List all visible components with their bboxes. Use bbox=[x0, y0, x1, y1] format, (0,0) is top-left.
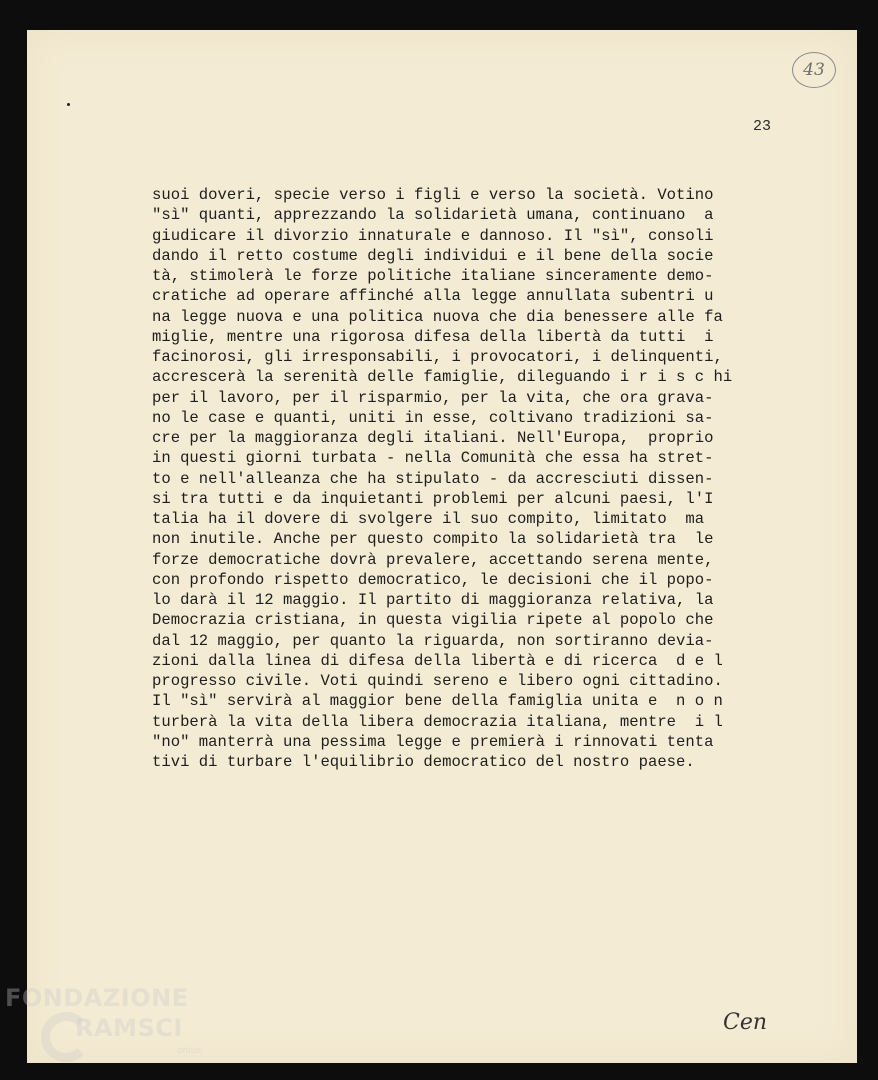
text-line: facinorosi, gli irresponsabili, i provocatori, i delinquenti, bbox=[152, 348, 723, 366]
text-line: per il lavoro, per il risparmio, per la vita, che ora grava- bbox=[152, 388, 714, 407]
text-line: turberà la vita della libera democrazia italiana, mentre i l bbox=[152, 712, 723, 731]
text-line: zioni dalla linea di difesa della libertà e di ricerca d e l bbox=[152, 651, 723, 670]
text-line: cratiche ad operare affinché alla legge annullata subentri u bbox=[152, 287, 714, 306]
text-line: talia ha il dovere di svolgere il suo compito, limitato ma bbox=[152, 510, 705, 528]
text-line: cre per la maggioranza degli italiani. Nell'Europa, proprio bbox=[152, 429, 714, 447]
page-number: 23 bbox=[753, 118, 772, 135]
text-line: "no" manterrà una pessima legge e premierà i rinnovati tenta bbox=[152, 732, 714, 751]
text-line: dando il retto costume degli individui e il bene della socie bbox=[152, 246, 714, 265]
text-line: accrescerà la serenità delle famiglie, dileguando i r i s c hi bbox=[152, 368, 733, 387]
text-line: to e nell'alleanza che ha stipulato - da accresciuti dissen- bbox=[152, 469, 714, 488]
text-line: in questi giorni turbata - nella Comunità che essa ha stret- bbox=[152, 449, 714, 468]
text-line: dal 12 maggio, per quanto la riguarda, non sortiranno devia- bbox=[152, 631, 714, 650]
text-line: giudicare il divorzio innaturale e dannoso. Il "sì", consoli bbox=[152, 226, 714, 245]
text-line: tà, stimolerà le forze politiche italiane sinceramente demo- bbox=[152, 267, 714, 285]
typed-body-text bbox=[152, 185, 792, 772]
watermark-line-1: FONDAZIONE bbox=[5, 984, 189, 1012]
text-line: "sì" quanti, apprezzando la solidarietà umana, continuano a bbox=[152, 206, 714, 225]
text-line: na legge nuova e una politica nuova che dia benessere alle fa bbox=[152, 307, 723, 326]
ink-dot bbox=[67, 103, 70, 106]
text-line: lo darà il 12 maggio. Il partito di maggioranza relativa, la bbox=[152, 591, 714, 609]
handwritten-initials: Cen bbox=[723, 1010, 768, 1035]
archive-watermark bbox=[5, 984, 220, 1074]
text-line: no le case e quanti, uniti in esse, coltivano tradizioni sa- bbox=[152, 408, 714, 427]
watermark-line-2: RAMSCI bbox=[75, 1014, 183, 1042]
archive-number-stamp: 43 bbox=[792, 52, 836, 88]
text-line: tivi di turbare l'equilibrio democratico del nostro paese. bbox=[152, 753, 695, 771]
text-line: forze democratiche dovrà prevalere, accettando serena mente, bbox=[152, 550, 714, 569]
text-line: con profondo rispetto democratico, le decisioni che il popo- bbox=[152, 570, 714, 589]
text-line: non inutile. Anche per questo compito la solidarietà tra le bbox=[152, 530, 714, 549]
text-line: si tra tutti e da inquietanti problemi per alcuni paesi, l'I bbox=[152, 489, 714, 508]
text-line: Democrazia cristiana, in questa vigilia ripete al popolo che bbox=[152, 611, 714, 630]
watermark-subtitle: onlus bbox=[177, 1046, 202, 1056]
text-line: miglie, mentre una rigorosa difesa della libertà da tutti i bbox=[152, 327, 714, 346]
text-line: progresso civile. Voti quindi sereno e libero ogni cittadino. bbox=[152, 672, 723, 690]
text-line: suoi doveri, specie verso i figli e verso la società. Votino bbox=[152, 186, 714, 204]
document-page bbox=[27, 30, 857, 1063]
text-line: Il "sì" servirà al maggior bene della famiglia unita e n o n bbox=[152, 692, 723, 711]
